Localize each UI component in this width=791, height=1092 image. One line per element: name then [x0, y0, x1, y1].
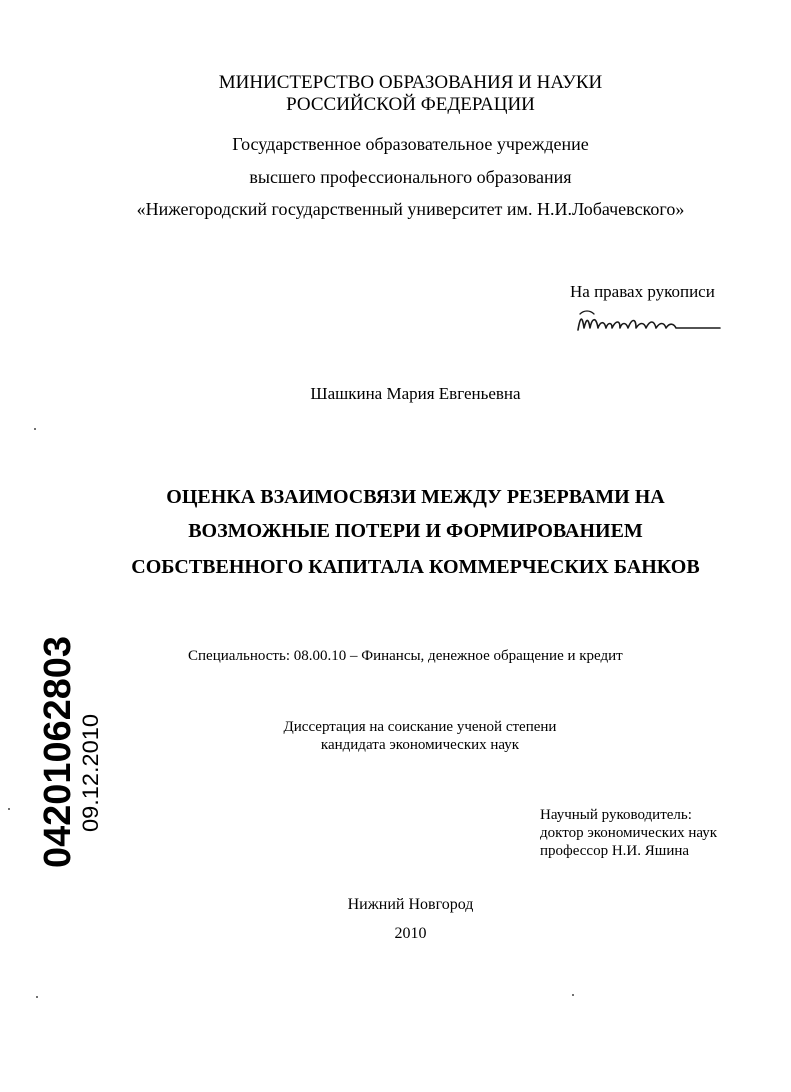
dissertation-title-line-2: ВОЗМОЖНЫЕ ПОТЕРИ И ФОРМИРОВАНИЕМ — [188, 520, 643, 542]
scan-speck — [8, 808, 10, 810]
stamp-number: 04201062803 — [37, 636, 79, 868]
manuscript-rights-label: На правах рукописи — [570, 282, 715, 301]
dissertation-degree — [270, 718, 570, 754]
city-name: Нижний Новгород — [347, 896, 474, 913]
handwritten-signature — [570, 300, 730, 340]
library-stamp — [18, 636, 108, 868]
stamp-date: 09.12.2010 — [78, 721, 103, 832]
supervisor-block — [540, 806, 717, 860]
supervisor-label: Научный руководитель: — [540, 807, 692, 823]
ministry-header — [30, 72, 791, 116]
institution-line-3: «Нижегородский государственный университет им. Н.И.Лобачевского» — [136, 199, 685, 219]
supervisor-name: профессор Н.И. Яшина — [540, 843, 690, 859]
scan-speck — [572, 994, 574, 996]
institution-line-2: высшего профессионального образования — [249, 167, 572, 187]
specialty-text: Специальность: 08.00.10 – Финансы, денежное обращение и кредит — [188, 648, 623, 664]
dissertation-title-line-3: СОБСТВЕННОГО КАПИТАЛА КОММЕРЧЕСКИХ БАНКОВ — [131, 556, 700, 578]
scan-speck — [34, 428, 36, 430]
institution-line-1: Государственное образовательное учреждение — [232, 134, 589, 154]
scan-speck — [36, 996, 38, 998]
year: 2010 — [394, 925, 427, 942]
author-name: Шашкина Мария Евгеньевна — [310, 384, 521, 403]
ministry-line-1: МИНИСТЕРСТВО ОБРАЗОВАНИЯ И НАУКИ — [218, 72, 603, 93]
ministry-line-2: РОССИЙСКОЙ ФЕДЕРАЦИИ — [286, 94, 535, 115]
supervisor-degree: доктор экономических наук — [540, 825, 718, 841]
dissertation-line-2: кандидата экономических наук — [320, 737, 520, 753]
dissertation-title-line-1: ОЦЕНКА ВЗАИМОСВЯЗИ МЕЖДУ РЕЗЕРВАМИ НА — [166, 486, 665, 508]
dissertation-line-1: Диссертация на соискание ученой степени — [283, 719, 557, 735]
